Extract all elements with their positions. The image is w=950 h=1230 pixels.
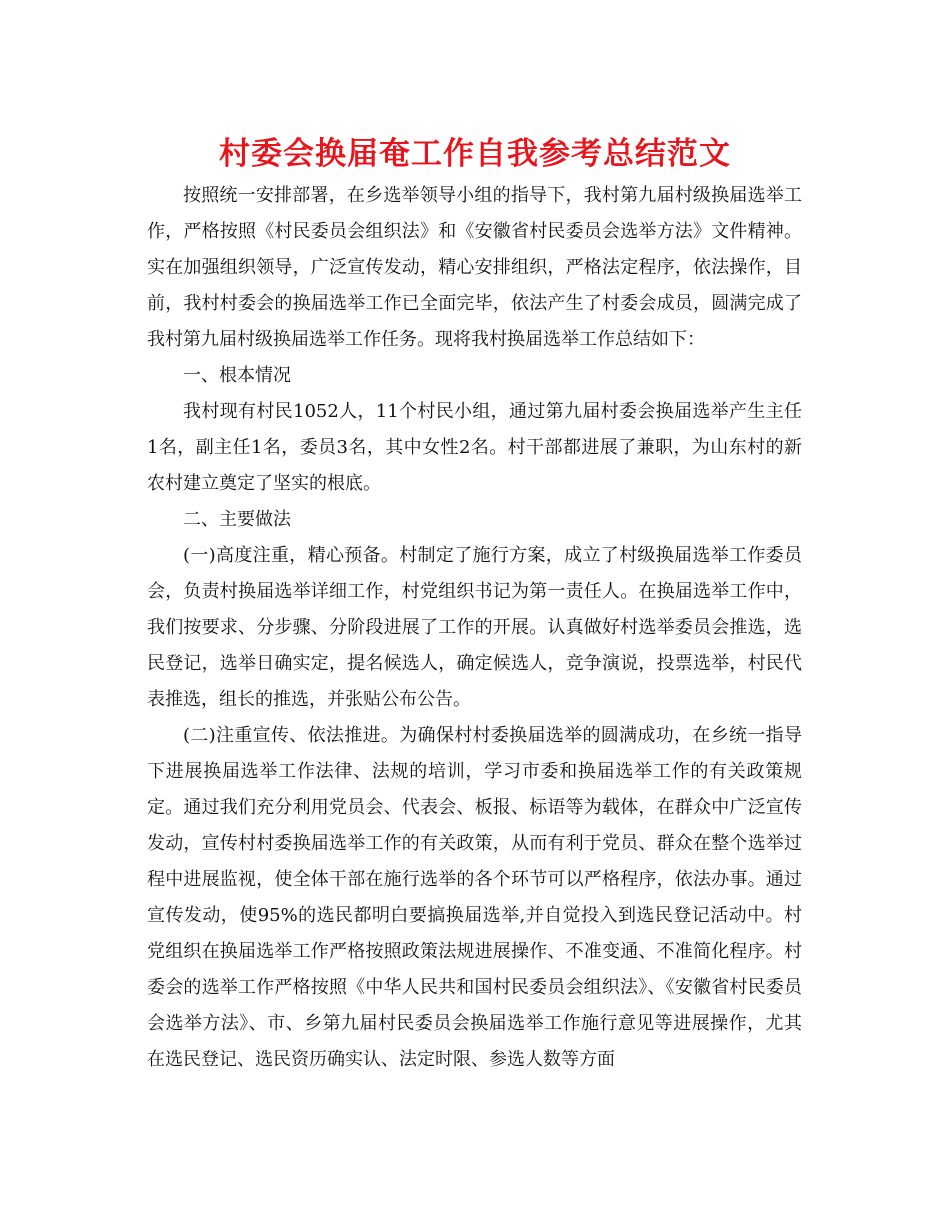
document-title: 村委会换届奄工作自我参考总结范文 (219, 136, 731, 172)
section-heading-main-practices: 二、主要做法 (183, 509, 291, 530)
section-heading-basic-situation: 一、根本情况 (183, 365, 291, 386)
paragraph-practice-two: (二)注重宣传、依法推进。为确保村村委换届选举的圆满成功，在乡统一指导下进展换届选举工作法律、法规的培训，学习市委和换届选举工作的有关政策规定。通过我们充分利用党员会、代表会、板报、标语等为载体，在群众中广泛宣传发动，宣传村村委换届选举工作的有关政策，从而有利于党员、群众在整个选举过程中进展监视，使全体干部在施行选举的各个环节可以严格程序，依法办事。通过宣传发动，使95%的选民都明白要搞换届选举,并自觉投入到选民登记活动中。村党组织在换届选举工作严格按照政策法规进展操作、不准变通、不准简化程序。村委会的选举工作严格按照《中华人民共和国村民委员会组织法》、《安徽省村民委员会选举方法》、市、乡第九届村民委员会换届选举工作施行意见等进展操作，尤其在选民登记、选民资历确实认、法定时限、参选人数等方面 (147, 725, 802, 1070)
paragraph-intro: 按照统一安排部署，在乡选举领导小组的指导下，我村第九届村级换届选举工作，严格按照《村民委员会组织法》和《安徽省村民委员会选举方法》文件精神。实在加强组织领导，广泛宣传发动，精心安排组织，严格法定程序，依法操作，目前，我村村委会的换届选举工作已全面完毕，依法产生了村委会成员，圆满完成了我村第九届村级换届选举工作任务。现将我村换届选举工作总结如下： (147, 185, 802, 350)
paragraph-basic-situation: 我村现有村民1052人，11个村民小组，通过第九届村委会换届选举产生主任1名，副主任1名，委员3名，其中女性2名。村干部都进展了兼职，为山东村的新农村建立奠定了坚实的根底。 (147, 401, 802, 494)
document-body (147, 178, 802, 1078)
paragraph-practice-one: (一)高度注重，精心预备。村制定了施行方案，成立了村级换届选举工作委员会，负责村换届选举详细工作，村党组织书记为第一责任人。在换届选举工作中，我们按要求、分步骤、分阶段进展了工作的开展。认真做好村选举委员会推选，选民登记，选举日确实定，提名候选人，确定候选人，竞争演说，投票选举，村民代表推选，组长的推选，并张贴公布公告。 (147, 545, 802, 710)
